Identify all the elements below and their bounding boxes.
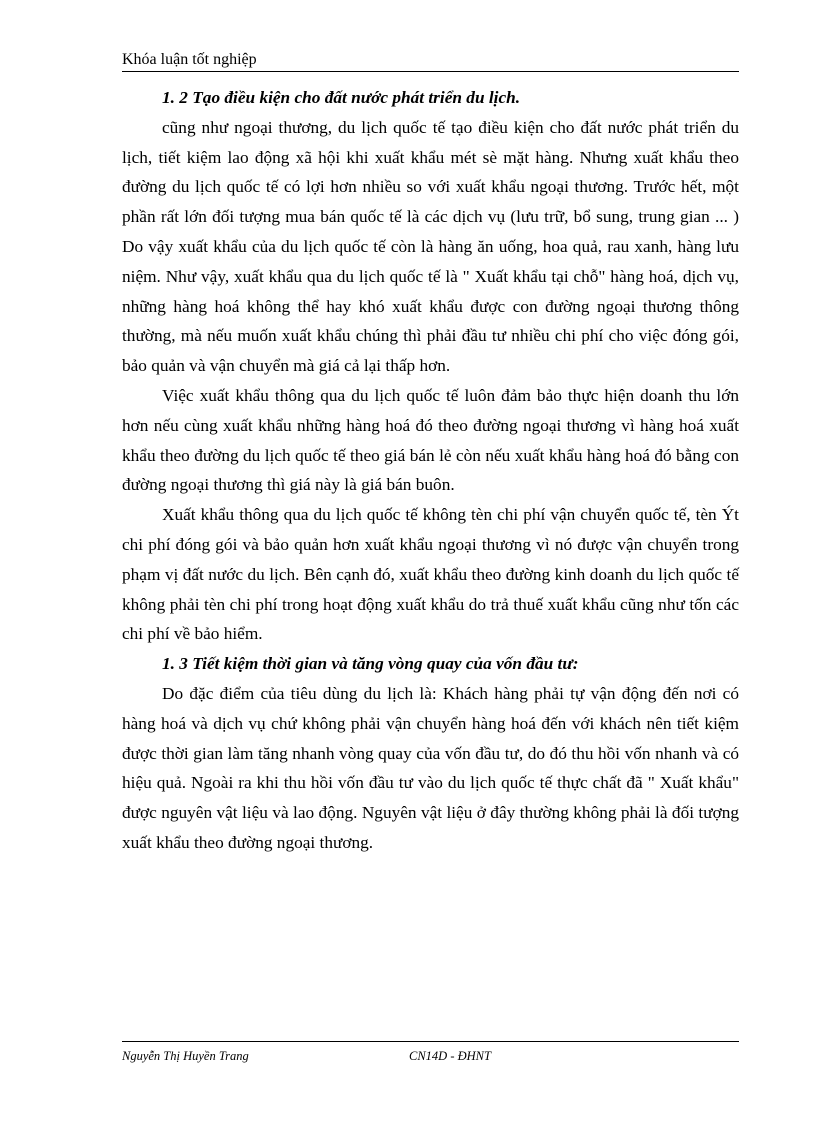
paragraph: Việc xuất khẩu thông qua du lịch quốc tế luôn đảm bảo thực hiện doanh thu lớn hơn nếu cùng xuất khẩu những hàng hoá đó theo đường ngoại thương vì hàng hoá xuất khẩu theo đường du lịch quốc tế theo giá bán lẻ còn nếu xuất khẩu hàng hoá đó bằng con đường ngoại thương thì giá này là giá bán buôn. — [122, 385, 739, 495]
paragraph: Do đặc điểm của tiêu dùng du lịch là: Khách hàng phải tự vận động đến nơi có hàng hoá và dịch vụ chứ không phải vận chuyển hàng hoá đến với khách nên tiết kiệm được thời gian làm tăng nhanh vòng quay của vốn đầu tư, do đó thu hồi vốn nhanh và có hiệu quả. Ngoài ra khi thu hồi vốn đầu tư vào du lịch quốc tế thực chất đã " Xuất khẩu" được nguyên vật liệu và lao động. Nguyên vật liệu ở đây thường không phải là đối tượng xuất khẩu theo đường ngoại thương. — [122, 683, 739, 852]
document-body — [122, 83, 739, 858]
paragraph: cũng như ngoại thương, du lịch quốc tế tạo điều kiện cho đất nước phát triển du lịch, tiết kiệm lao động xã hội khi xuất khẩu mét sè mặt hàng. Nhưng xuất khẩu theo đường du lịch quốc tế có lợi hơn nhiều so với xuất khẩu ngoại thương. Trước hết, một phần rất lớn đối tượng mua bán quốc tế là các dịch vụ (lưu trữ, bổ sung, trung gian ... ) Do vậy xuất khẩu của du lịch quốc tế còn là hàng ăn uống, hoa quả, rau xanh, hàng lưu niệm. Như vậy, xuất khẩu qua du lịch quốc tế là " Xuất khẩu tại chỗ" hàng hoá, dịch vụ, những hàng hoá không thể hay khó xuất khẩu được con đường ngoại thương thông thường, mà nếu muốn xuất khẩu chúng thì phải đầu tư nhiều chi phí cho việc đóng gói, bảo quản và vận chuyển mà giá cả lại thấp hơn. — [122, 117, 739, 376]
footer-class-code: CN14D - ĐHNT — [409, 1049, 491, 1063]
footer-author: Nguyễn Thị Huyền Trang — [122, 1049, 249, 1063]
section-heading-1-2: 1. 2 Tạo điều kiện cho đất nước phát triển du lịch. — [162, 88, 521, 107]
footer-divider — [122, 1041, 739, 1042]
paragraph: Xuất khẩu thông qua du lịch quốc tế không tèn chi phí vận chuyển quốc tế, tèn Ýt chi phí đóng gói và bảo quản hơn xuất khẩu ngoại thương vì nó được vận chuyển trong phạm vị đất nước du lịch. Bên cạnh đó, xuất khẩu theo đường kinh doanh du lịch quốc tế không phải tèn chi phí trong hoạt động xuất khẩu do trả thuế xuất khẩu cũng như tốn các chi phí về bảo hiểm. — [122, 505, 739, 644]
header-divider — [122, 71, 739, 72]
section-heading-1-3: 1. 3 Tiết kiệm thời gian và tăng vòng quay của vốn đầu tư: — [162, 654, 579, 674]
running-header: Khóa luận tốt nghiệp — [122, 51, 257, 68]
